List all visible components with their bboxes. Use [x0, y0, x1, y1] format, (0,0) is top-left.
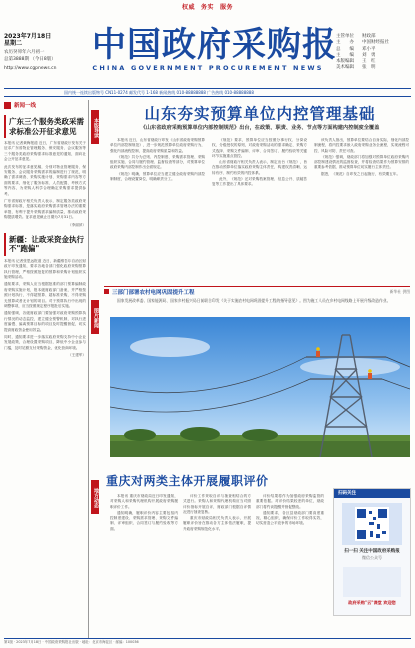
staff-row: 本版编辑 王 红: [336, 59, 376, 65]
staff-info: [336, 34, 412, 88]
issue-date: 2023年7月18日: [4, 33, 52, 40]
tag-service: 服务: [220, 4, 234, 11]
issue-line: 农历癸卯年六月初一: [4, 50, 45, 55]
column-tag: 新闻一线: [4, 100, 86, 110]
square-icon: [104, 289, 109, 294]
section-ribbon: 图片新闻: [91, 300, 99, 334]
tag-practical: 务实: [201, 4, 215, 11]
lead-column-2: 《规范》要求，预算单位应当按照分事行权、分岗设权、分级授权的原则，对政府采购活动的需求确定、采购方式选择、采购文件编制、评审、合同签订、履约验收等关键环节实施重点管控。 山东省财政厅相关负责人表示，制定出台《规范》，旨在推动预算单位落实政府采购主体责任，构建权责清晰、运转有序、制约有效的内控体系。 此外，《规范》还对采购档案管理、信息公开、质疑答复等工作提出了具体要求。: [212, 138, 307, 187]
issue-line: 总第3888期 （今日8版）: [4, 56, 56, 62]
section-ribbon: 本版导读: [91, 110, 99, 144]
promo-caption: 扫一扫 关注中国政府采购报: [344, 549, 400, 554]
article-paragraph: 通知强调，各级财政部门要加强对政府采购预算执行情况的动态监控，建立健全预警机制，对执行进度偏慢、偏离预算目标的项目及时提醒督促，切实提高财政资金使用效益。: [4, 311, 86, 332]
logo-title-en: CHINA GOVERNMENT PROCUREMENT NEWS: [92, 64, 324, 72]
article-paragraph: 本报讯 记者黄梅报道 近日，广东省财政厅发布关于征求广东省物业管理服务、保安服务、会议服务等三个服务类政府采购需求标准意见的通知，面向社会公开征求意见。: [4, 141, 86, 162]
promo-header: 扫码关注: [334, 489, 410, 498]
qr-code-icon[interactable]: [342, 503, 402, 545]
power-tower-illustration: [110, 317, 410, 457]
section-ribbon: 地方动态: [91, 480, 99, 514]
lead-column-3: 该负责人指出，预算单位要结合自身实际，细化内部控制流程，将内控要求嵌入政府采购业务全流程，实现流程可控、风险可防、责任可查。 《规范》强调，财政部门将加强对预算单位政府采购内部控制建设情况的监督检查，并将检查结果作为预算安排的重要参考依据，推动预算单位切实履行主体责任。 据悉，《规范》自印发之日起施行，有效期五年。: [314, 138, 409, 176]
top-tags-bar: [4, 2, 411, 12]
staff-row: 主 编 刘 勇: [336, 52, 376, 58]
lead-column-1: 本报讯 近日，山东省财政厅印发《山东省政府采购预算单位内部控制规范》，进一步规范预算单位政府采购行为，强化内部流程控制，提高政府采购质量和效益。 《规范》共分为总则、内控制度、采购需求管理、采购组织实施、合同与履约管理、监督检查等部分，对预算单位政府采购内部控制作出全面规定。 《规范》明确，预算单位应当建立健全政府采购内部控制制度，合理设置岗位，明确职责分工。: [110, 138, 205, 182]
photo-news-title[interactable]: 三部门部署农村电网巩固提升工程: [112, 289, 195, 296]
article-paragraph: 通知要求，采购人应当根据批准的部门预算编制政府采购实施计划，报本级财政部门备案，并严格按照计划执行，不得超预算、超标准采购，不得采购无预算或者无计划的项目。对于预算执行中出现的调整事项，应当按照规定程序报批后实施。: [4, 282, 86, 308]
left-headline-1[interactable]: 广东三个服务类政采需求标准公开征求意见: [4, 115, 86, 138]
tag-authority: 权威: [182, 4, 196, 11]
column-divider: [88, 100, 89, 638]
footer-line: 第1版 · 2023年7月18日 · 中国政府采购报社出版 · 地址：北京市海淀区 · 邮编：100036: [4, 638, 411, 646]
qr-promo-box: [333, 488, 411, 616]
article-paragraph: 同时，通知要求进一步落实政府采购支持中小企业发展政策，合理设置采购项目，降低中小企业参与门槛，及时足额支付采购资金，优化营商环境。: [4, 334, 86, 350]
qr-code-graphic: [355, 507, 389, 541]
second-column-3: 评价结果将作为加强政府采购监管的重要依据。对评价结果较差的单位，财政部门将约谈提醒并督促整改。 通知要求，各区县财政部门要高度重视，精心组织，确保评价工作取得实效，切实营造公平竞争的市场环境。: [256, 494, 324, 526]
issue-weekday: 星期二: [4, 39, 23, 47]
promo-slogan: 政府采购"云"课堂 欢迎您: [348, 600, 396, 605]
logo-title: 中国政府采购报: [92, 25, 337, 65]
staff-row: 主管单位 财政部: [336, 34, 376, 39]
article-paragraph: 广东省财政厅相关负责人表示，制定服务类政府采购需求标准，是落实政府采购需求管理办法的重要举措，有利于提升采购需求编制质量，推动政府采购提质增效。征求意见截止日期为7月31日。: [4, 199, 86, 220]
second-column-2: 评价工作采取自评与抽查相结合的方式进行。采购人和采购代理机构应当对照评价指标开展自评，财政部门根据自评情况进行抽查复核。 重庆市财政局相关负责人表示，开展履职评价旨在推动各方主体依法履职，提升政府采购规范化水平。: [183, 494, 251, 531]
article-paragraph: 本报讯 记者张思远报道 近日，新疆维吾尔自治区财政厅印发通知，要求各地各部门强化政府采购预算执行管理，严格按照批复的预算和采购计划组织实施采购活动。: [4, 258, 86, 279]
staff-row: 美术编辑 张 明: [336, 65, 376, 71]
staff-row: 主 办 中国财经报社: [336, 40, 389, 46]
article-byline: （王建军）: [68, 353, 86, 358]
newspaper-logo: [92, 25, 337, 72]
photo-caption: 国家发展改革委、国家能源局、国家乡村振兴局日前联合印发《关于实施农村电网巩固提升工程的指导意见》。图为施工人员在乡村电网线路上开展升级改造作业。: [117, 298, 391, 303]
article-byline: （李丽萍）: [68, 222, 86, 227]
left-headline-2[interactable]: 新疆：让政采资金执行不"跑偏": [4, 233, 86, 256]
left-news-column: [4, 100, 86, 640]
site-url[interactable]: http://www.cgpnews.cn: [4, 66, 57, 71]
square-icon: [4, 102, 11, 109]
power-line-photo[interactable]: [110, 317, 410, 457]
second-column-1: 本报讯 重庆市财政局近日印发通知，对采购人和采购代理机构开展政府采购履职评价工作。 通知明确，履职评价内容主要包括内控制度建设、采购需求管理、采购文件编制、评审组织、合同签订与履约验收等方面。: [110, 494, 178, 531]
masthead-rule: 国内统一连续出版物号 CN11-0274 邮发代号 1-168 新闻热线 010-88888888 广告热线 010-88888888: [4, 88, 411, 97]
second-headline[interactable]: 重庆对两类主体开展履职评价: [106, 474, 269, 488]
photo-news-header: [104, 286, 410, 296]
article-paragraph: 此次发布的征求意见稿，分别对物业管理服务、保安服务、会议服务采购需求的编制进行了规范，明确了需求调查、采购实施计划、采购需求内容等方面的要求，细化了服务标准、人员配置、考核方式等内容，为采购人科学合理确定采购需求提供参考。: [4, 164, 86, 196]
promo-subcaption: 微信公众号: [362, 555, 382, 560]
issue-info: [4, 34, 66, 90]
lead-headline[interactable]: 山东夯实预算单位内控管理基础: [144, 104, 376, 123]
promo-banner-image[interactable]: [343, 567, 401, 597]
photo-credit: 新华社 供图: [389, 288, 410, 294]
staff-row: 总 编 邓小平: [336, 46, 376, 52]
lead-subheadline: 《山东省政府采购预算单位内部控制规范》出台，在政策、职责、业务、节点等方面构建内控制度全覆盖: [140, 125, 380, 131]
